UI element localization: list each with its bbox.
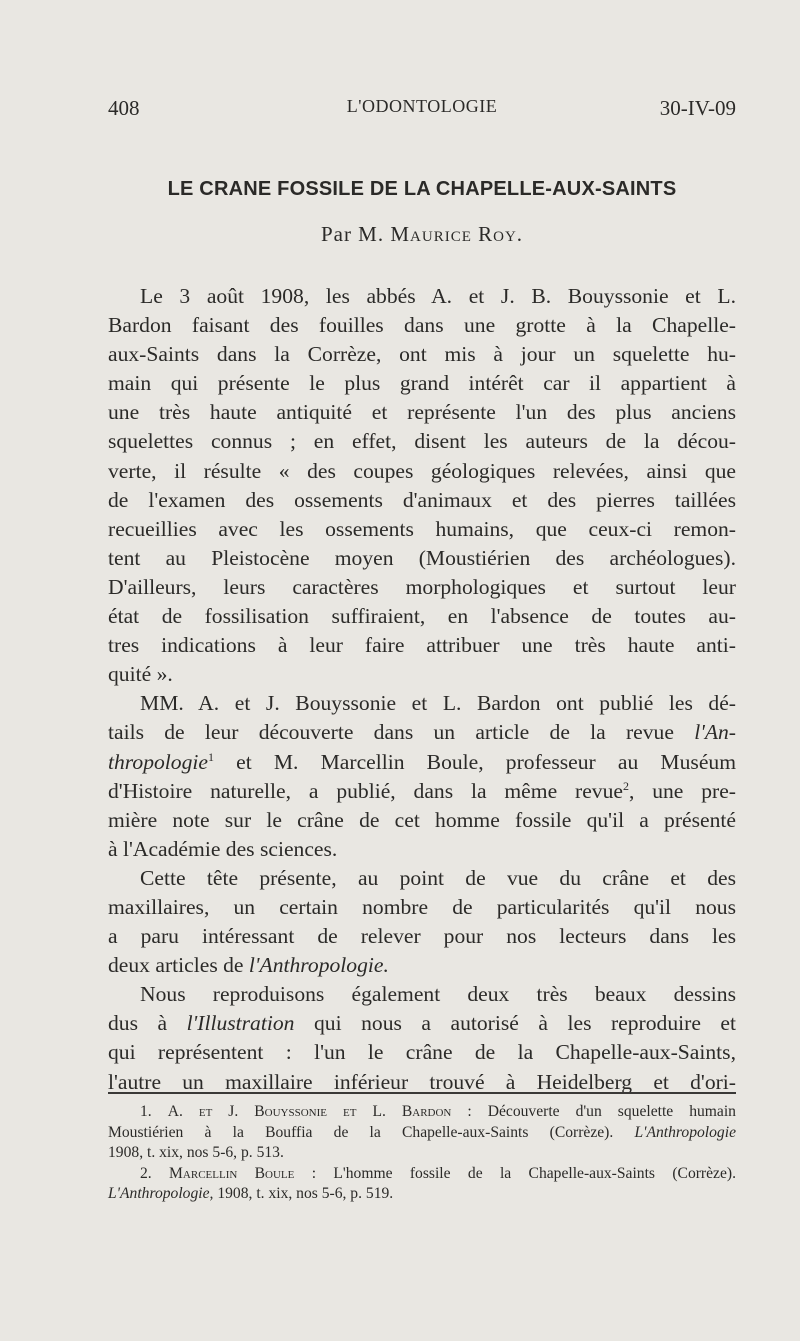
text-line: recueillies avec les ossements humains, que ceux-ci remon- [108, 516, 736, 541]
text-line [108, 951, 736, 980]
text-fragment: tails de leur découverte dans un article de la revue [108, 720, 674, 745]
text-fragment: et M. Marcellin Boule, professeur au Muséum [236, 749, 737, 774]
text-line: Le 3 août 1908, les abbés A. et J. B. Bouyssonie et L. [140, 284, 736, 308]
journal-title: L'ODONTOLOGIE [346, 96, 498, 116]
footnote-line [108, 1164, 736, 1185]
text-line: a paru intéressant de relever pour nos lecteurs dans les [108, 924, 736, 949]
text-line: Nous reproduisons également deux très beaux dessins [140, 982, 736, 1007]
text-line: Bardon faisant des fouilles dans une grotte à la Chapelle- [108, 313, 736, 338]
footnote-marker: 2 [622, 778, 629, 793]
text-line: Cette tête présente, au point de vue du crâne et des [140, 865, 736, 890]
text-line: l'autre un maxillaire inférieur trouvé à Heidelberg et d'ori- [108, 1069, 736, 1094]
footnotes [108, 1102, 736, 1205]
footnote-number: 1. [140, 1103, 152, 1120]
text-line: qui représentent : l'un le crâne de la Chapelle-aux-Saints, [108, 1040, 736, 1065]
text-line [108, 748, 736, 777]
journal-reference: thropologie [108, 749, 208, 774]
text-line: quité ». [108, 662, 173, 687]
issue-date: 30-IV-09 [659, 96, 736, 120]
text-line: mière note sur le crâne de cet homme fossile qu'il a présenté [108, 807, 736, 832]
footnote-authors: A. et J. Bouyssonie et L. Bardon : [167, 1103, 472, 1120]
text-fragment: , une pre- [628, 778, 736, 803]
text-line: tres indications à leur faire attribuer une très haute anti- [108, 633, 736, 658]
journal-reference: l'An- [694, 720, 736, 745]
text-line [108, 1009, 736, 1038]
footnote-text: Découverte d'un squelette humain [487, 1103, 736, 1120]
footnote-journal: L'Anthropologie, [108, 1185, 214, 1203]
footnote-line: 1908, t. xix, nos 5-6, p. 513. [108, 1144, 284, 1162]
byline-author: Maurice Roy. [390, 222, 524, 246]
article-title: LE CRANE FOSSILE DE LA CHAPELLE-AUX-SAINTS [167, 178, 677, 200]
footnote-number: 2. [140, 1164, 152, 1182]
text-line: à l'Académie des sciences. [108, 836, 338, 861]
text-line: tent au Pleistocène moyen (Moustiérien des archéologues). [108, 545, 736, 570]
text-line: de l'examen des ossements d'animaux et des pierres taillées [108, 487, 736, 512]
text-line [108, 777, 736, 806]
running-head [108, 96, 736, 132]
text-fragment: d'Histoire naturelle, a publié, dans la même revue [108, 778, 623, 803]
text-line: état de fossilisation suffiraient, en l'absence de toutes au- [108, 604, 736, 629]
text-line: D'ailleurs, leurs caractères morphologiques et surtout leur [108, 574, 736, 599]
footnote-text: 1908, t. xix, nos 5-6, p. 519. [217, 1185, 394, 1203]
footnote-journal: L'Anthropologie [634, 1123, 736, 1141]
footnote-authors: Marcellin Boule : [169, 1164, 317, 1182]
text-fragment: dus à [108, 1011, 168, 1036]
footnote-text: L'homme fossile de la Chapelle-aux-Saints (Corrèze). [333, 1164, 736, 1182]
footnote-divider [108, 1092, 736, 1094]
footnote-line [108, 1102, 736, 1123]
footnote-line [108, 1123, 736, 1144]
footnote-marker: 1 [207, 749, 214, 764]
journal-reference: l'Anthropologie. [248, 953, 389, 978]
text-fragment: qui nous a autorisé à les reproduire et [313, 1011, 737, 1036]
text-line [108, 718, 736, 747]
page-number: 408 [108, 96, 140, 120]
byline-prefix: Par M. [320, 222, 385, 246]
text-line: main qui présente le plus grand intérêt car il appartient à [108, 371, 736, 396]
text-line: une très haute antiquité et représente l'un des plus anciens [108, 400, 736, 425]
byline [108, 222, 736, 247]
text-fragment: deux articles de [108, 953, 244, 978]
text-line: MM. A. et J. Bouyssonie et L. Bardon ont publié les dé- [140, 691, 736, 716]
text-line: maxillaires, un certain nombre de particularités qu'il nous [108, 894, 736, 919]
article-body [108, 282, 736, 1097]
footnote-line [108, 1184, 736, 1205]
text-line: aux-Saints dans la Corrèze, ont mis à jour un squelette hu- [108, 342, 736, 367]
journal-reference: l'Illustration [186, 1011, 295, 1036]
text-line: squelettes connus ; en effet, disent les auteurs de la décou- [108, 429, 736, 454]
text-line: verte, il résulte « des coupes géologiques relevées, ainsi que [108, 458, 736, 483]
footnote-text: Moustiérien à la Bouffia de la Chapelle-aux-Saints (Corrèze). [108, 1123, 614, 1141]
